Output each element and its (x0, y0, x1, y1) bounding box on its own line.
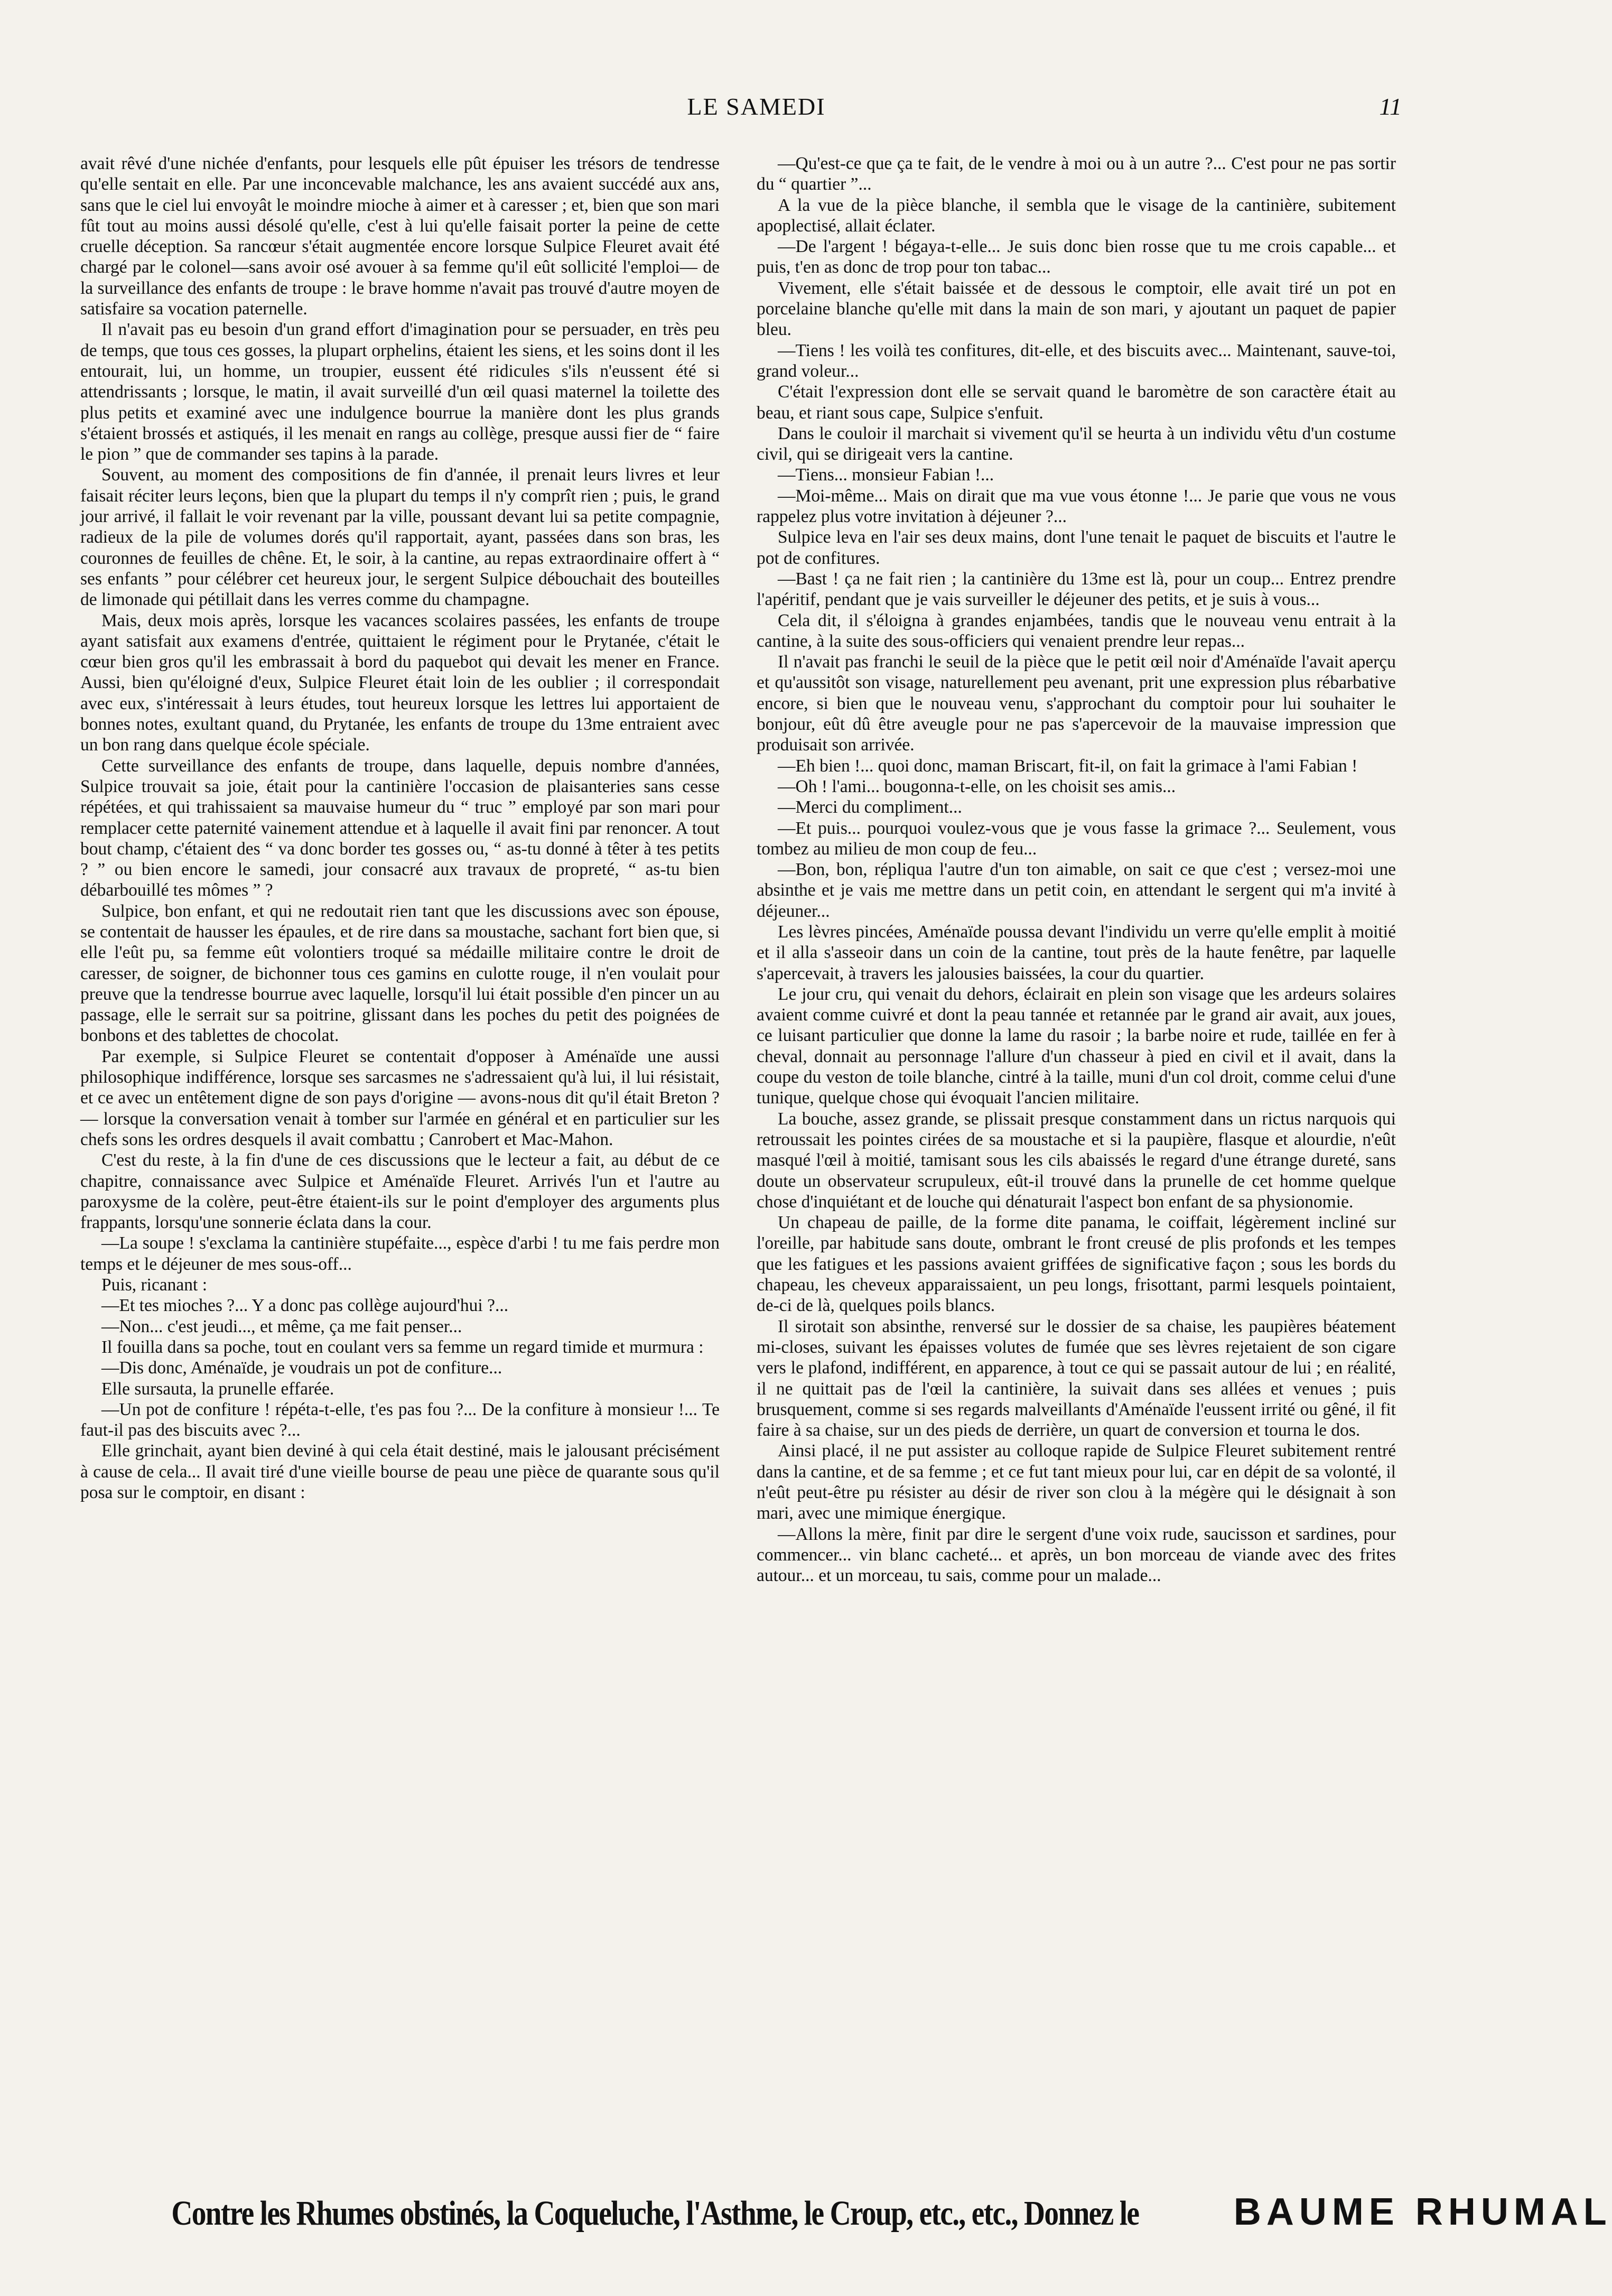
paragraph: Un chapeau de paille, de la forme dite panama, le coiffait, légèrement incliné sur l'oreille, par habitude sans doute, ombrant le front creusé de plis profonds et les tempes que les fatigues et les passions avaient griffées de significative façon ; sous les bords du chapeau, les cheveux apparaissaient, un peu longs, frisottant, parmi lesquels pointaient, de-ci de là, quelques poils blancs. (757, 1213, 1396, 1316)
paragraph: —Allons la mère, finit par dire le sergent d'une voix rude, saucisson et sardines, pour commencer... vin blanc cacheté... et après, un bon morceau de viande avec des frites autour... et un morceau, tu sais, comme pour un malade... (757, 1524, 1396, 1586)
paragraph: —Bon, bon, répliqua l'autre d'un ton aimable, on sait ce que c'est ; versez-moi une absinthe et je vais me mettre dans un petit coin, en attendant le sergent qui m'a invité à déjeuner... (757, 860, 1396, 921)
paragraph: Il n'avait pas eu besoin d'un grand effort d'imagination pour se persuader, en très peu de temps, que tous ces gosses, la plupart orphelins, étaient les siens, et les soins dont il les entourait, lui, un homme, un troupier, eussent été ridicules s'ils n'eussent été si attendrissants ; lorsque, le matin, il avait surveillé d'un œil quasi maternel la toilette des plus petits et examiné avec une indulgence bourrue la manière dont les plus grands s'étaient brossés et astiqués, il les menait en rangs au collège, presque aussi fier de “ faire le pion ” que de commander ses tapins à la parade. (80, 320, 720, 464)
paragraph: —Dis donc, Aménaïde, je voudrais un pot de confiture... (101, 1358, 502, 1378)
paragraph: Cela dit, il s'éloigna à grandes enjambées, tandis que le nouveau venu entrait à la cantine, à la suite des sous-officiers qui venaient prendre leur repas... (757, 610, 1396, 651)
paragraph: Elle grinchait, ayant bien deviné à qui cela était destiné, mais le jalousant précisément à cause de cela... Il avait tiré d'une vieille bourse de peau une pièce de quarante sous qu'il posa sur le comptoir, en disant : (80, 1441, 720, 1502)
paragraph: —Tiens ! les voilà tes confitures, dit-elle, et des biscuits avec... Maintenant, sauve-toi, grand voleur... (757, 340, 1396, 381)
paragraph: —La soupe ! s'exclama la cantinière stupéfaite..., espèce d'arbi ! tu me fais perdre mon temps et le déjeuner de mes sous-off... (80, 1233, 720, 1274)
paragraph: —Eh bien !... quoi donc, maman Briscart, fit-il, on fait la grimace à l'ami Fabian ! (778, 756, 1358, 776)
ad-brand: BAUME RHUMAL (1233, 2191, 1612, 2233)
paragraph: Puis, ricanant : (101, 1275, 208, 1295)
paragraph: Ainsi placé, il ne put assister au colloque rapide de Sulpice Fleuret subitement rentré dans la cantine, et de sa femme ; et ce fut tant mieux pour lui, car en dépit de sa volonté, il n'eût peut-être pu résister au désir de river son clou à la mégère qui le désignait à son mari, avec une mimique énergique. (757, 1441, 1396, 1523)
paragraph: —Non... c'est jeudi..., et même, ça me fait penser... (101, 1316, 462, 1336)
paragraph: Les lèvres pincées, Aménaïde poussa devant l'individu un verre qu'elle emplit à moitié et il alla s'asseoir dans un coin de la cantine, tout près de la haute fenêtre, par laquelle s'apercevait, à travers les jalousies baissées, la cour du quartier. (757, 922, 1396, 983)
paragraph: —Merci du compliment... (778, 797, 962, 817)
paragraph: Cette surveillance des enfants de troupe, dans laquelle, depuis nombre d'années, Sulpice trouvait sa joie, était pour la cantinière l'occasion de plaisanteries sans cesse répétées, et qui trahissaient sa mauvaise humeur du “ truc ” employé par son mari pour remplacer cette paternité vainement attendue et à laquelle il avait fini par renoncer. A tout bout champ, c'étaient des “ va donc border tes gosses ou, “ as-tu donné à têter à tes petits ? ” ou bien encore le samedi, jour consacré aux travaux de propreté, “ as-tu bien débarbouillé tes mômes ” ? (80, 756, 720, 900)
paragraph: avait rêvé d'une nichée d'enfants, pour lesquels elle pût épuiser les trésors de tendresse qu'elle sentait en elle. Par une inconcevable malchance, les ans avaient succédé aux ans, sans que le ciel lui envoyât le moindre mioche à aimer et à caresser ; et, bien que son mari fût tout au moins aussi désolé qu'elle, c'est à lui qu'elle faisait porter la peine de cette cruelle déception. Sa rancœur s'était augmentée encore lorsque Sulpice Fleuret avait été chargé par le colonel—sans avoir osé avouer à sa femme qu'il eût sollicité l'emploi— de la surveillance des enfants de troupe : le brave homme n'avait pas trouvé d'autre moyen de satisfaire sa vocation paternelle. (80, 154, 720, 319)
paragraph: Sulpice leva en l'air ses deux mains, dont l'une tenait le paquet de biscuits et l'autre le pot de confitures. (757, 527, 1396, 568)
paragraph: —Un pot de confiture ! répéta-t-elle, t'es pas fou ?... De la confiture à monsieur !... Te faut-il pas des biscuits avec ?... (80, 1399, 720, 1440)
paragraph: Vivement, elle s'était baissée et de dessous le comptoir, elle avait tiré un pot en porcelaine blanche qu'elle mit dans la main de son mari, y ajoutant un paquet de papier bleu. (757, 278, 1396, 340)
paragraph: —Oh ! l'ami... bougonna-t-elle, on les choisit ses amis... (778, 776, 1176, 796)
paragraph: —Moi-même... Mais on dirait que ma vue vous étonne !... Je parie que vous ne vous rappelez plus votre invitation à déjeuner ?... (757, 486, 1396, 527)
left-column (80, 153, 720, 2013)
paragraph: —Tiens... monsieur Fabian !... (778, 465, 994, 485)
paragraph: C'est du reste, à la fin d'une de ces discussions que le lecteur a fait, au début de ce chapitre, connaissance avec Sulpice et Aménaïde Fleuret. Arrivés l'un et l'autre au paroxysme de la colère, peut-être étaient-ils sur le point d'employer des arguments plus frappants, lorsqu'une sonnerie éclata dans la cour. (80, 1150, 720, 1233)
paragraph: Il sirotait son absinthe, renversé sur le dossier de sa chaise, les paupières béatement mi-closes, suivant les épaisses volutes de fumée que ses lèvres rejetaient de son cigare vers le plafond, indifférent, en apparence, à tout ce qui se passait autour de lui ; en réalité, il ne quittait pas de l'œil la cantinière, la suivait dans ses allées et venues ; puis brusquement, comme si ses regards malveillants d'Aménaïde l'eussent irrité ou gêné, il fit faire à sa chaise, sur un des pieds de derrière, un quart de conversion et tourna le dos. (757, 1316, 1396, 1440)
paragraph: Il fouilla dans sa poche, tout en coulant vers sa femme un regard timide et murmura : (101, 1337, 704, 1357)
paragraph: Le jour cru, qui venait du dehors, éclairait en plein son visage que les ardeurs solaires avaient comme cuivré et dont la peau tannée et retannée par le grand air avait, aux joues, ce luisant particulier que donne la lame du rasoir ; la barbe noire et rude, taillée en fer à cheval, donnait au personnage l'allure d'un chasseur à pied en civil et il avait, dans la coupe du veston de toile blanche, cintré à la taille, muni d'un col droit, comme celui d'une tunique, quelque chose qui évoquait l'ancien militaire. (757, 984, 1396, 1108)
paragraph: C'était l'expression dont elle se servait quand le baromètre de son caractère était au beau, et riant sous cape, Sulpice s'enfuit. (757, 382, 1396, 423)
paragraph: —Et tes mioches ?... Y a donc pas collège aujourd'hui ?... (101, 1296, 509, 1316)
masthead (79, 92, 1433, 124)
paragraph: —Et puis... pourquoi voulez-vous que je vous fasse la grimace ?... Seulement, vous tombez au milieu de mon coup de feu... (757, 818, 1396, 859)
paragraph: A la vue de la pièce blanche, il sembla que le visage de la cantinière, subitement apoplectisé, allait éclater. (757, 195, 1396, 236)
paragraph: Il n'avait pas franchi le seuil de la pièce que le petit œil noir d'Aménaïde l'avait aperçu et qu'aussitôt son visage, naturellement peu avenant, prit une expression plus rébarbative encore, si bien que le nouveau venu, s'approchant du comptoir pour lui souhaiter le bonjour, eût dû être aveugle pour ne pas s'apercevoir de la mauvaise impression que produisait son arrivée. (757, 652, 1396, 755)
paragraph: Mais, deux mois après, lorsque les vacances scolaires passées, les enfants de troupe ayant satisfait aux examens d'entrée, quittaient le régiment pour le Prytanée, c'était le cœur bien gros qu'il les embrassait à bord du paquebot qui devait les mener en France. Aussi, bien qu'éloigné d'eux, Sulpice Fleuret était loin de les oublier ; il correspondait avec eux, s'intéressait à leurs études, tout heureux lorsque les lettres lui apportaient de bonnes notes, exultant quand, du Prytanée, les enfants de troupe du 13me entraient avec un bon rang dans quelque école spéciale. (80, 610, 720, 755)
paragraph: —Qu'est-ce que ça te fait, de le vendre à moi ou à un autre ?... C'est pour ne pas sortir du “ quartier ”... (757, 154, 1396, 194)
footer-advertisement (79, 2190, 1612, 2243)
paragraph: Sulpice, bon enfant, et qui ne redoutait rien tant que les discussions avec son épouse, se contentait de hausser les épaules, et de rire dans sa moustache, sachant fort bien que, si elle l'eût pu, sa femme eût volontiers troqué sa médaille militaire contre le droit de caresser, de soigner, de bichonner tous ces gamins en culotte rouge, il n'en voulait pour preuve que la tendresse bourrue avec laquelle, lorsqu'il lui était possible d'en pincer un au passage, elle le serrait sur sa poitrine, glissant dans les poches du petit des poignées de bonbons et des tablettes de chocolat. (80, 901, 720, 1046)
paragraph: Souvent, au moment des compositions de fin d'année, il prenait leurs livres et leur faisait réciter leurs leçons, bien que la plupart du temps il n'y comprît rien ; puis, le grand jour arrivé, il fallait le voir revenant par la ville, poussant devant lui sa petite compagnie, radieux de la pile de volumes dorés qu'il rapportait, ayant, passées dans son bras, les couronnes de feuilles de chêne. Et, le soir, à la cantine, au repas extraordinaire offert à “ ses enfants ” pour célébrer cet heureux jour, le sergent Sulpice débouchait des bouteilles de limonade qui pétillait dans les verres comme du champagne. (80, 465, 720, 610)
paragraph: Par exemple, si Sulpice Fleuret se contentait d'opposer à Aménaïde une aussi philosophique indifférence, lorsque ses sarcasmes ne s'adressaient qu'à lui, il lui résistait, et ce avec un entêtement digne de son pays d'origine — avons-nous dit qu'il était Breton ? — lorsque la conversation venait à tomber sur l'armée en général et en particulier sur les chefs sons les ordres desquels il avait combattu ; Canrobert et Mac-Mahon. (80, 1046, 720, 1149)
right-column (757, 153, 1396, 2013)
page-title: LE SAMEDI (687, 93, 826, 120)
paragraph: —De l'argent ! bégaya-t-elle... Je suis donc bien rosse que tu me crois capable... et puis, t'en as donc de trop pour ton tabac... (757, 237, 1396, 277)
paragraph: Elle sursauta, la prunelle effarée. (101, 1379, 334, 1399)
paragraph: —Bast ! ça ne fait rien ; la cantinière du 13me est là, pour un coup... Entrez prendre l'apéritif, pendant que je vais surveiller le déjeuner des petits, et je suis à vous... (757, 569, 1396, 610)
paragraph: La bouche, assez grande, se plissait presque constamment dans un rictus narquois qui retroussait les pointes cirées de sa moustache et si la paupière, flasque et alourdie, n'eût masqué l'œil à moitié, tamisant sous les cils abaissés le regard d'une étrange dureté, sans doute un observateur scrupuleux, eût-il trouvé dans la prunelle de cet homme quelque chose d'inquiétant et de louche qui dénaturait l'aspect bon enfant de sa physionomie. (757, 1109, 1396, 1212)
paragraph: Dans le couloir il marchait si vivement qu'il se heurta à un individu vêtu d'un costume civil, qui se dirigeait vers la cantine. (757, 423, 1396, 464)
page-number: 11 (1379, 93, 1402, 120)
ad-text: Contre les Rhumes obstinés, la Coqueluche, l'Asthme, le Croup, etc., etc., Donnez le (171, 2194, 1139, 2233)
